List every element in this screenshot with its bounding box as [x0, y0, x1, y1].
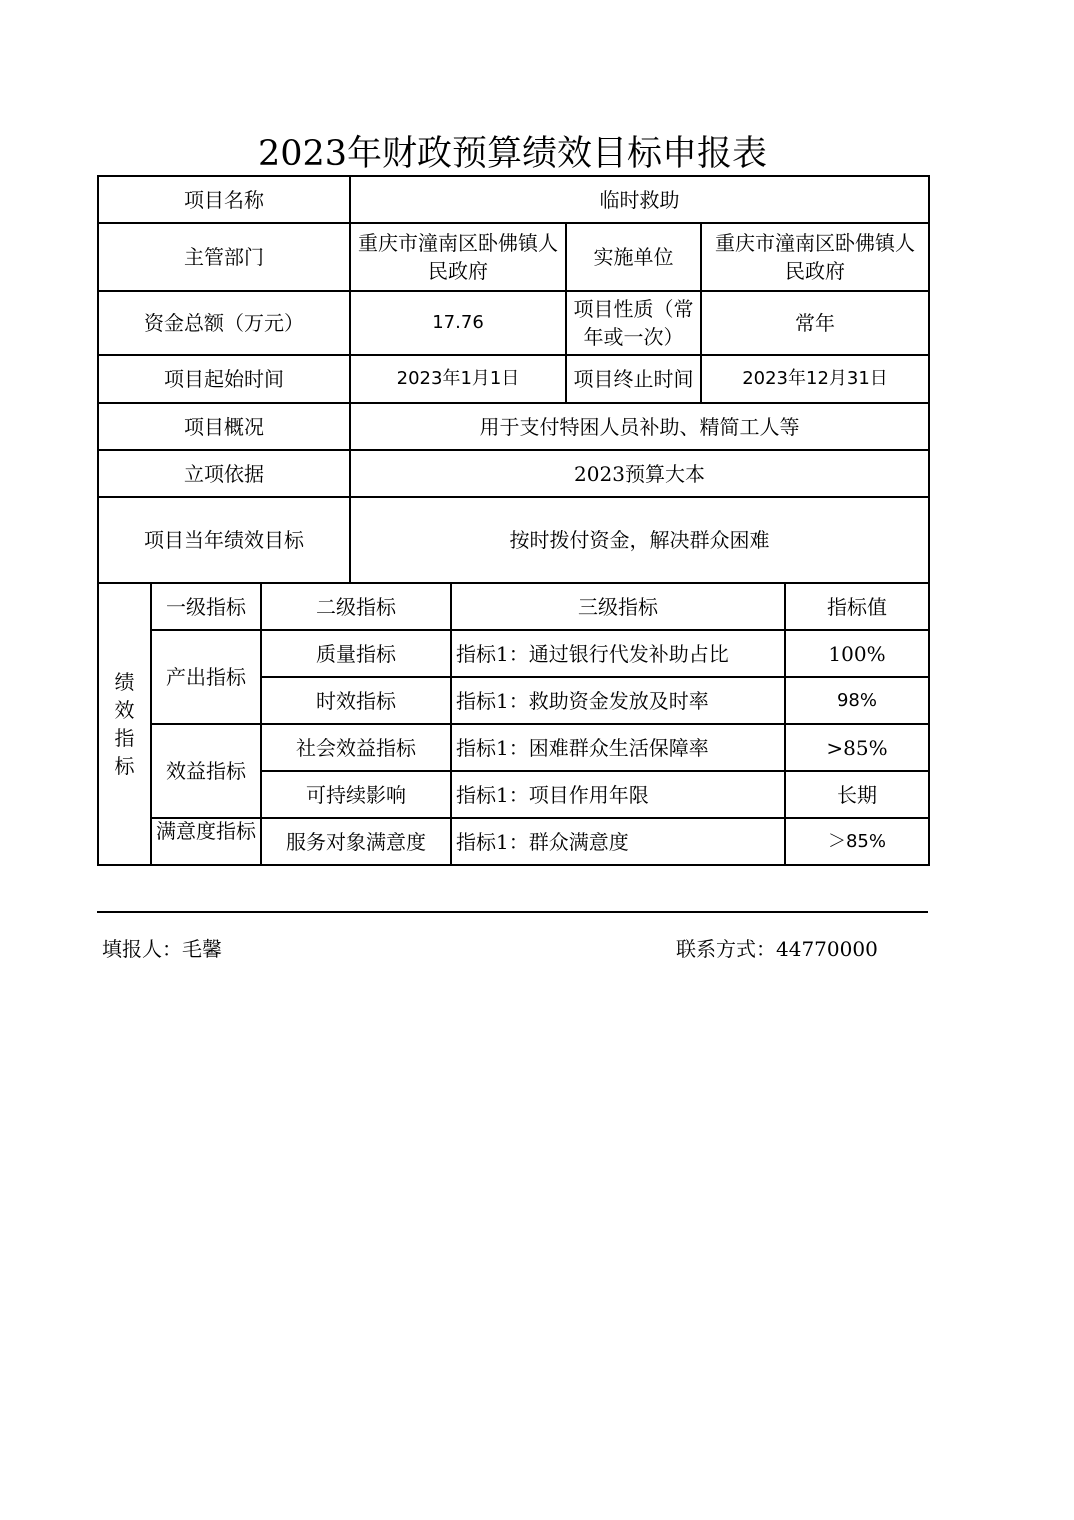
project-name-label: 项目名称: [98, 176, 350, 223]
impl-value: 重庆市潼南区卧佛镇人民政府: [701, 223, 929, 291]
indicator-side-label: [98, 583, 151, 865]
row-department: [98, 223, 929, 291]
value-cell: >85%: [785, 724, 929, 771]
goal-label: 项目当年绩效目标: [98, 497, 350, 583]
side-char: 绩: [114, 670, 135, 694]
project-name-value: 临时救助: [350, 176, 929, 223]
indicator-header-row: [98, 583, 929, 630]
indicator-row: [98, 630, 929, 677]
header-value: 指标值: [785, 583, 929, 630]
goal-value: 按时拨付资金，解决群众困难: [350, 497, 929, 583]
level1-satisfaction: [151, 818, 261, 865]
level3-cell: 指标1：通过银行代发补助占比: [451, 630, 785, 677]
row-overview: [98, 403, 929, 450]
side-char: 效: [114, 698, 135, 722]
row-project-name: [98, 176, 929, 223]
end-value: 2023年12月31日: [701, 355, 929, 403]
level2-cell: 时效指标: [261, 677, 451, 724]
overview-label: 项目概况: [98, 403, 350, 450]
level3-cell: 指标1：困难群众生活保障率: [451, 724, 785, 771]
level2-cell: 社会效益指标: [261, 724, 451, 771]
side-char: 指: [114, 726, 135, 750]
value-cell: ＞85%: [785, 818, 929, 865]
side-char: 标: [114, 754, 135, 778]
row-goal: [98, 497, 929, 583]
row-dates: [98, 355, 929, 403]
level2-cell: 质量指标: [261, 630, 451, 677]
overview-value: 用于支付特困人员补助、精简工人等: [350, 403, 929, 450]
level3-cell: 指标1：救助资金发放及时率: [451, 677, 785, 724]
level3-cell: 指标1：群众满意度: [451, 818, 785, 865]
value-cell: 100%: [785, 630, 929, 677]
end-label: 项目终止时间: [566, 355, 701, 403]
value-cell: 长期: [785, 771, 929, 818]
budget-form-table: [97, 175, 930, 866]
fund-label: 资金总额（万元）: [98, 291, 350, 355]
footer-divider: [97, 911, 928, 913]
filler-name: 填报人：毛馨: [102, 937, 222, 961]
header-level1: 一级指标: [151, 583, 261, 630]
fund-value: 17.76: [350, 291, 566, 355]
level2-cell: 服务对象满意度: [261, 818, 451, 865]
dept-value: 重庆市潼南区卧佛镇人民政府: [350, 223, 566, 291]
value-cell: 98%: [785, 677, 929, 724]
level2-cell: 可持续影响: [261, 771, 451, 818]
basis-label: 立项依据: [98, 450, 350, 497]
header-level2: 二级指标: [261, 583, 451, 630]
page-title: 2023年财政预算绩效目标申报表: [257, 134, 768, 174]
row-fund: [98, 291, 929, 355]
indicator-row: [98, 724, 929, 771]
start-value: 2023年1月1日: [350, 355, 566, 403]
dept-label: 主管部门: [98, 223, 350, 291]
level1-output: 产出指标: [151, 630, 261, 724]
nature-label: 项目性质（常年或一次）: [566, 291, 701, 355]
basis-value: 2023预算大本: [350, 450, 929, 497]
level3-cell: 指标1：项目作用年限: [451, 771, 785, 818]
contact-info: 联系方式：44770000: [676, 937, 878, 961]
header-level3: 三级指标: [451, 583, 785, 630]
start-label: 项目起始时间: [98, 355, 350, 403]
level1-benefit: 效益指标: [151, 724, 261, 818]
nature-value: 常年: [701, 291, 929, 355]
level1-satisfaction-text: 满意度指标: [156, 818, 256, 843]
impl-label: 实施单位: [566, 223, 701, 291]
row-basis: [98, 450, 929, 497]
indicator-row: [98, 818, 929, 865]
